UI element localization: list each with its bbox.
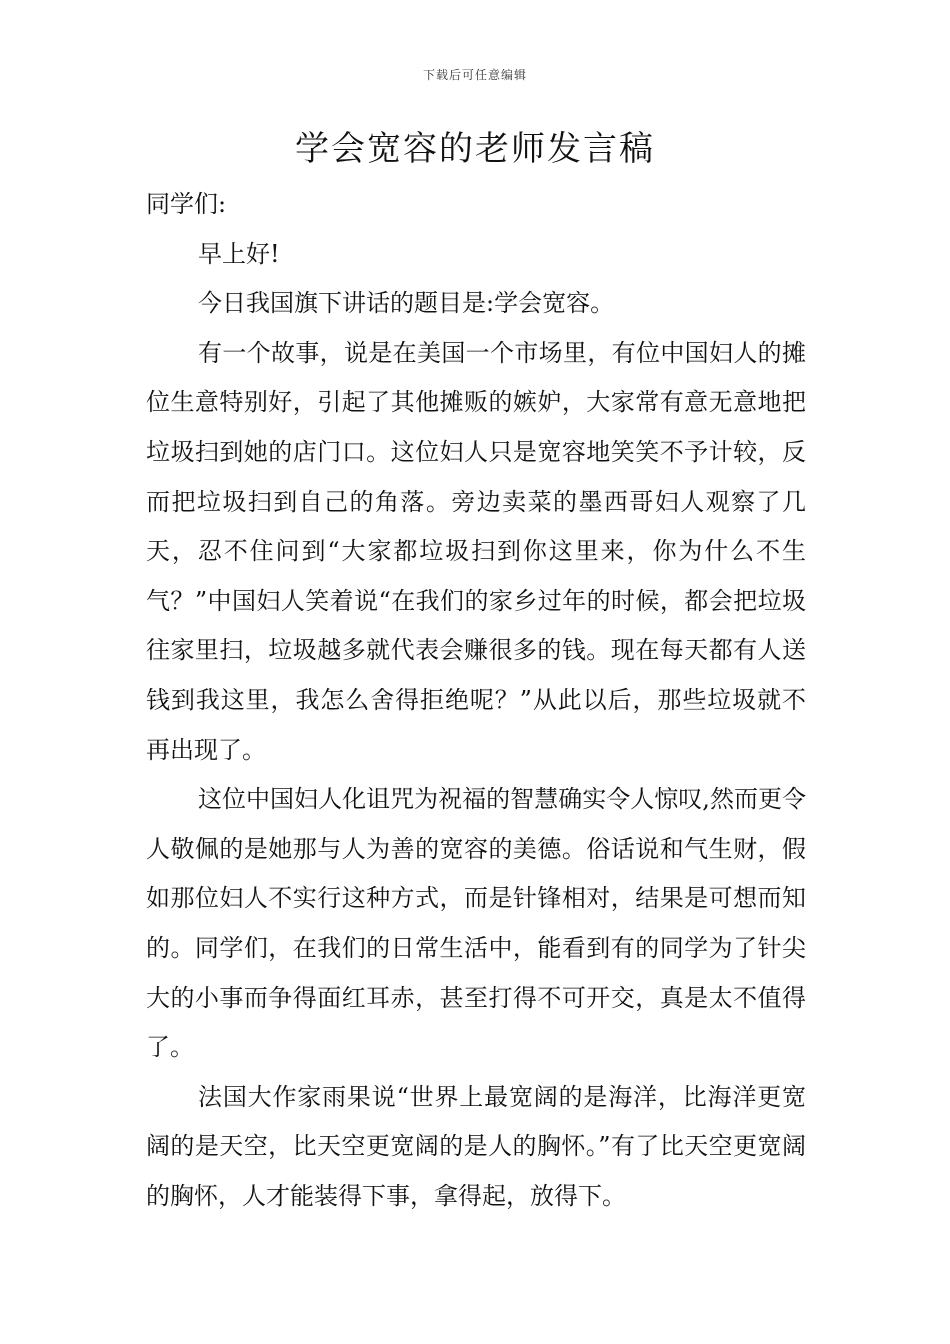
header-note: 下载后可任意编辑 xyxy=(422,68,527,82)
page-title: 学会宽容的老师发言稿 xyxy=(295,129,655,169)
greeting-paragraph: 早上好! xyxy=(198,239,280,268)
reflection-paragraph: 这位中国妇人化诅咒为祝福的智慧确实令人惊叹,然而更令人敬佩的是她那与人为善的宽容的美德。俗话说和气生财，假如那位妇人不实行这种方式，而是针锋相对，结果是可想而知的。同学们，在我们的日常生活中，能看到有的同学为了针尖大的小事而争得面红耳赤，甚至打得不可开交，真是太不值得了。 xyxy=(146,785,806,1062)
topic-paragraph: 今日我国旗下讲话的题目是:学会宽容。 xyxy=(198,289,615,318)
quote-paragraph: 法国大作家雨果说“世界上最宽阔的是海洋，比海洋更宽阔的是天空，比天空更宽阔的是人的胸怀。”有了比天空更宽阔的胸怀，人才能装得下事，拿得起，放得下。 xyxy=(146,1082,806,1210)
body-text xyxy=(146,180,806,1221)
salutation-paragraph: 同学们: xyxy=(146,190,227,218)
story-paragraph: 有一个故事，说是在美国一个市场里，有位中国妇人的摊位生意特别好，引起了其他摊贩的嫉妒，大家常有意无意地把垃圾扫到她的店门口。这位妇人只是宽容地笑笑不予计较，反而把垃圾扫到自己的角落。旁边卖菜的墨西哥妇人观察了几天，忍不住问到“大家都垃圾扫到你这里来，你为什么不生气？”中国妇人笑着说“在我们的家乡过年的时候，都会把垃圾往家里扫，垃圾越多就代表会赚很多的钱。现在每天都有人送钱到我这里，我怎么舍得拒绝呢？”从此以后，那些垃圾就不再出现了。 xyxy=(146,338,806,764)
